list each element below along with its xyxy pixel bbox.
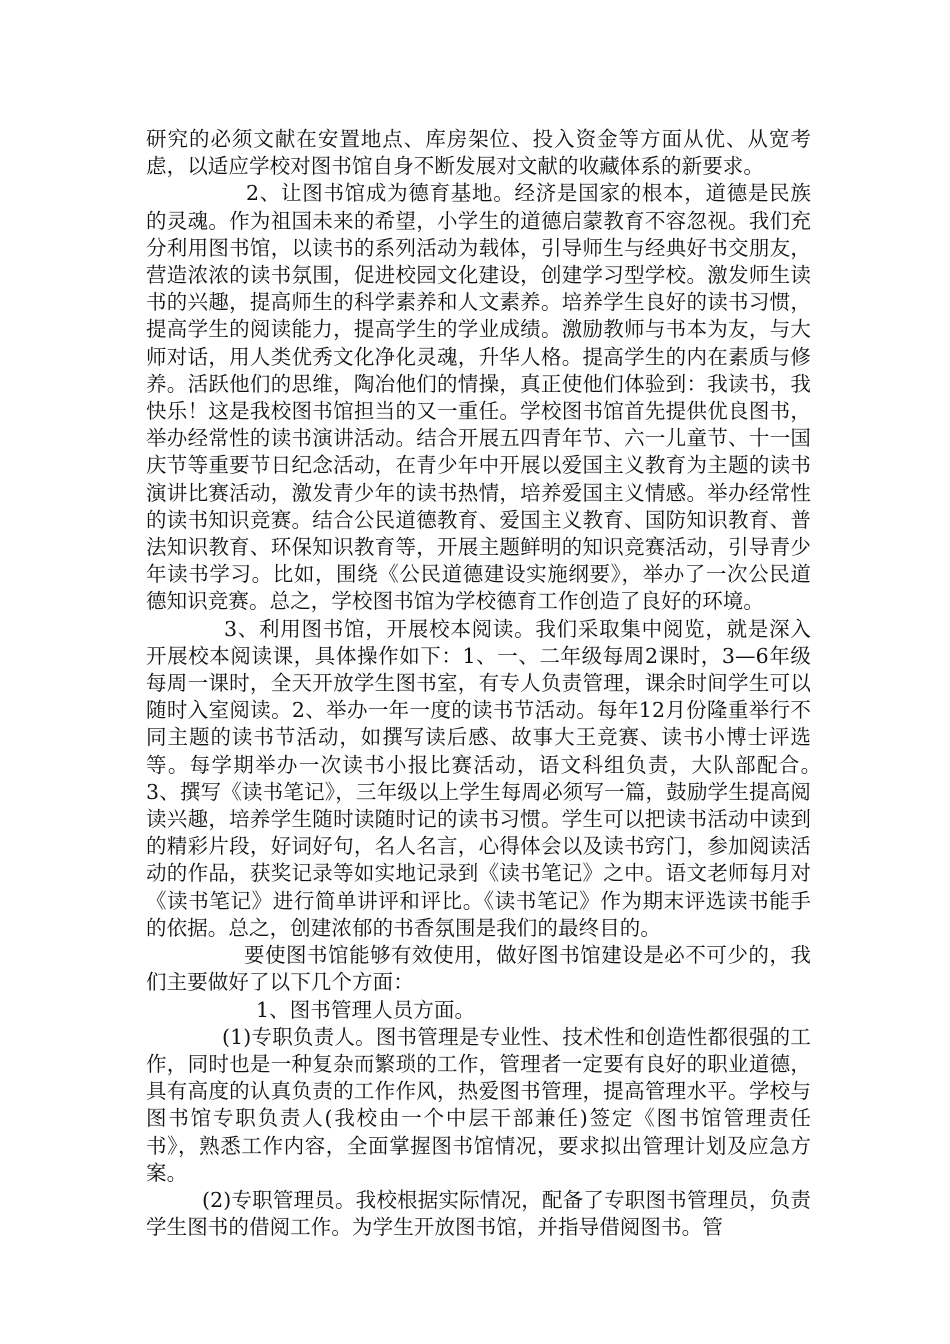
paragraph-full-time-librarian: (2)专职管理员。我校根据实际情况，配备了专职图书管理员，负责学生图书的借阅工作。为学生开放图书馆，并指导借阅图书。管 [146,1187,811,1240]
section-heading-staff: 1、图书管理人员方面。 [256,997,476,1022]
paragraph-school-reading: 3、利用图书馆，开展校本阅读。我们采取集中阅览，就是深入开展校本阅读课，具体操作如下：1、一、二年级每周2课时，3—6年级每周一课时，全天开放学生图书室，有专人负责管理，课余时间学生可以随时入室阅读。2、举办一年一度的读书节活动。每年12月份隆重举行不同主题的读书节活动，如撰写读后感、故事大王竞赛、读书小博士评选等。每学期举办一次读书小报比赛活动，语文科组负责，大队部配合。 3、撰写《读书笔记》，三年级以上学生每周必须写一篇，鼓励学生提高阅读兴趣，培养学生随时读随时记的读书习惯。学生可以把读书活动中读到的精彩片段，好词好句，名人名言，心得体会以及读书窍门，参加阅读活动的作品，获奖记录等如实地记录到《读书笔记》之中。语文老师每月对《读书笔记》进行简单讲评和评比。《读书笔记》作为期末评选读书能手的依据。总之，创建浓郁的书香氛围是我们的最终目的。 [146,616,832,940]
document-page [146,126,832,1241]
paragraph-moral-education-base: 2、让图书馆成为德育基地。经济是国家的根本，道德是民族的灵魂。作为祖国未来的希望，小学生的道德启蒙教育不容忽视。我们充分利用图书馆，以读书的系列活动为载体，引导师生与经典好书交朋友，营造浓浓的读书氛围，促进校园文化建设，创建学习型学校。激发师生读书的兴趣，提高师生的科学素养和人文素养。培养学生良好的读书习惯，提高学生的阅读能力，提高学生的学业成绩。激励教师与书本为友，与大师对话，用人类优秀文化净化灵魂，升华人格。提高学生的内在素质与修养。活跃他们的思维，陶冶他们的情操，真正使他们体验到：我读书，我快乐！这是我校图书馆担当的又一重任。学校图书馆首先提供优良图书，举办经常性的读书演讲活动。结合开展五四青年节、六一儿童节、十一国庆节等重要节日纪念活动，在青少年中开展以爱国主义教育为主题的读书演讲比赛活动，激发青少年的读书热情，培养爱国主义情感。举办经常性的读书知识竞赛。结合公民道德教育、爱国主义教育、国防知识教育、普法知识教育、环保知识教育等，开展主题鲜明的知识竞赛活动，引导青少年读书学习。比如，围绕《公民道德建设实施纲要》，举办了一次公民道德知识竞赛。总之，学校图书馆为学校德育工作创造了良好的环境。 [146,181,811,614]
paragraph-library-construction-intro: 要使图书馆能够有效使用，做好图书馆建设是必不可少的，我们主要做好了以下几个方面： [146,943,811,995]
paragraph-collection-policy: 研究的必须文献在安置地点、库房架位、投入资金等方面从优、从宽考虑，以适应学校对图书馆自身不断发展对文献的收藏体系的新要求。 [146,127,811,179]
paragraph-full-time-director: (1)专职负责人。图书管理是专业性、技术性和创造性都很强的工作，同时也是一种复杂而繁琐的工作，管理者一定要有良好的职业道德，具有高度的认真负责的工作作风，热爱图书管理，提高管理水平。学校与图书馆专职负责人(我校由一个中层干部兼任)签定《图书馆管理责任书》，熟悉工作内容，全面掌握图书馆情况，要求拟出管理计划及应急方案。 [146,1024,811,1185]
